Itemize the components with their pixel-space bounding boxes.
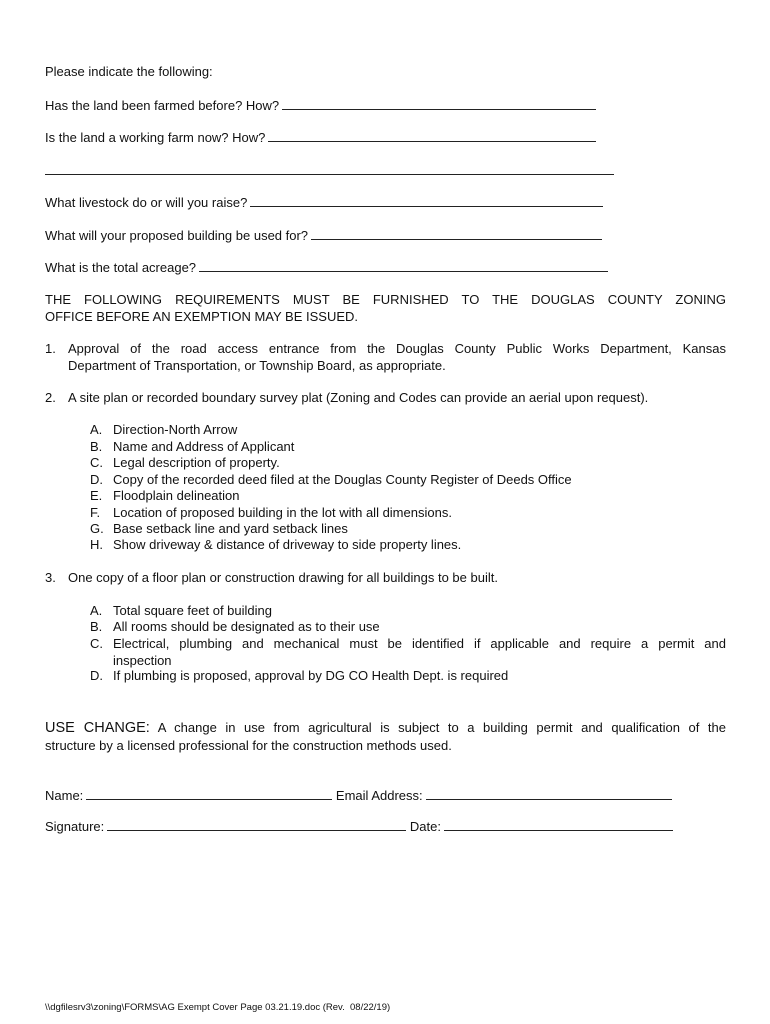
item-2-sub-a-text: Direction-North Arrow [113, 422, 238, 437]
name-field[interactable] [86, 787, 332, 800]
item-3-sub-c-letter: C. [90, 636, 103, 651]
requirements-heading-line2: OFFICE BEFORE AN EXEMPTION MAY BE ISSUED. [45, 308, 359, 324]
item-3-sub-a-text: Total square feet of building [113, 603, 272, 618]
signature-field[interactable] [107, 818, 406, 831]
farmed-before-label: Has the land been farmed before? How? [45, 98, 280, 113]
working-farm-field[interactable] [268, 129, 596, 142]
use-change-title: USE CHANGE: [45, 720, 150, 736]
item-2-sub-b-text: Name and Address of Applicant [113, 439, 295, 454]
item-2-number: 2. [45, 390, 56, 405]
acreage-label: What is the total acreage? [45, 260, 197, 275]
item-3-sub-c-line1: Electrical, plumbing and mechanical must be identified if applicable and require a permit and [113, 636, 726, 651]
email-field[interactable] [426, 787, 672, 800]
item-2-sub-g-text: Base setback line and yard setback lines [113, 521, 348, 536]
item-2-sub-h-text: Show driveway & distance of driveway to side property lines. [113, 537, 462, 552]
item-2-sub-f-letter: F. [90, 505, 101, 520]
working-farm-question [45, 129, 596, 146]
item-2-sub-f-text: Location of proposed building in the lot with all dimensions. [113, 505, 452, 520]
item-3-text [68, 570, 726, 587]
use-change-line2: structure by a licensed professional for the construction methods used. [45, 738, 452, 753]
working-farm-field-line2[interactable] [45, 162, 614, 175]
use-change-notice [45, 719, 726, 754]
farmed-before-field[interactable] [282, 97, 596, 110]
item-2-sub-e-text: Floodplain delineation [113, 488, 240, 503]
building-use-label: What will your proposed building be used for? [45, 228, 309, 243]
building-use-field[interactable] [311, 227, 602, 240]
item-2-sub-d-text: Copy of the recorded deed filed at the Douglas County Register of Deeds Office [113, 472, 572, 487]
item-2-sub-d-letter: D. [90, 472, 103, 487]
item-1-line2: Department of Transportation, or Township Board, as appropriate. [68, 357, 446, 373]
use-change-line1 [45, 719, 726, 737]
item-2-sub-c-letter: C. [90, 455, 103, 470]
item-1-number: 1. [45, 341, 56, 356]
working-farm-label: Is the land a working farm now? How? [45, 130, 266, 145]
item-3-number: 3. [45, 570, 56, 585]
requirements-heading [45, 292, 726, 325]
name-email-row [45, 787, 672, 804]
livestock-label: What livestock do or will you raise? [45, 195, 248, 210]
livestock-field[interactable] [250, 194, 603, 207]
item-2-sub-e-letter: E. [90, 488, 103, 503]
working-farm-continuation [45, 162, 614, 179]
item-2-sub-g-letter: G. [90, 521, 104, 536]
item-3-sub-c-text [113, 636, 726, 669]
item-3-sub-a-letter: A. [90, 603, 103, 618]
item-3-sub-d-text: If plumbing is proposed, approval by DG CO Health Dept. is required [113, 668, 509, 683]
item-1-line1: Approval of the road access entrance from the Douglas County Public Works Department, Kansas [68, 341, 726, 356]
acreage-question [45, 259, 608, 276]
signature-label: Signature: [45, 819, 105, 834]
livestock-question [45, 194, 603, 211]
item-2-sub-a-letter: A. [90, 422, 103, 437]
farmed-before-question [45, 97, 596, 114]
item-2-sub-h-letter: H. [90, 537, 103, 552]
requirements-heading-line1: THE FOLLOWING REQUIREMENTS MUST BE FURNISHED TO THE DOUGLAS COUNTY ZONING [45, 292, 726, 307]
signature-date-row [45, 818, 673, 835]
email-label: Email Address: [335, 788, 423, 803]
item-2-line1: A site plan or recorded boundary survey plat (Zoning and Codes can provide an aerial upon request). [68, 390, 649, 405]
item-3-sub-b-letter: B. [90, 619, 103, 634]
name-label: Name: [45, 788, 84, 803]
intro-text: Please indicate the following: [45, 64, 213, 79]
item-2-text [68, 390, 726, 407]
item-3-sub-b-text: All rooms should be designated as to their use [113, 619, 380, 634]
acreage-field[interactable] [199, 259, 608, 272]
use-change-text1: A change in use from agricultural is subject to a building permit and qualification of the [157, 720, 726, 735]
item-3-sub-d-letter: D. [90, 668, 103, 683]
item-2-sub-b-letter: B. [90, 439, 103, 454]
building-use-question [45, 227, 602, 244]
item-2-sub-c-text: Legal description of property. [113, 455, 280, 470]
date-field[interactable] [444, 818, 673, 831]
item-3-sub-c-line2: inspection [113, 652, 172, 668]
date-label: Date: [409, 819, 441, 834]
footer-file-path: \\dgfilesrv3\zoning\FORMS\AG Exempt Cover Page 03.21.19.doc (Rev. 08/22/19) [45, 1002, 391, 1013]
item-3-line1: One copy of a floor plan or construction drawing for all buildings to be built. [68, 570, 498, 585]
item-1-text [68, 341, 726, 374]
